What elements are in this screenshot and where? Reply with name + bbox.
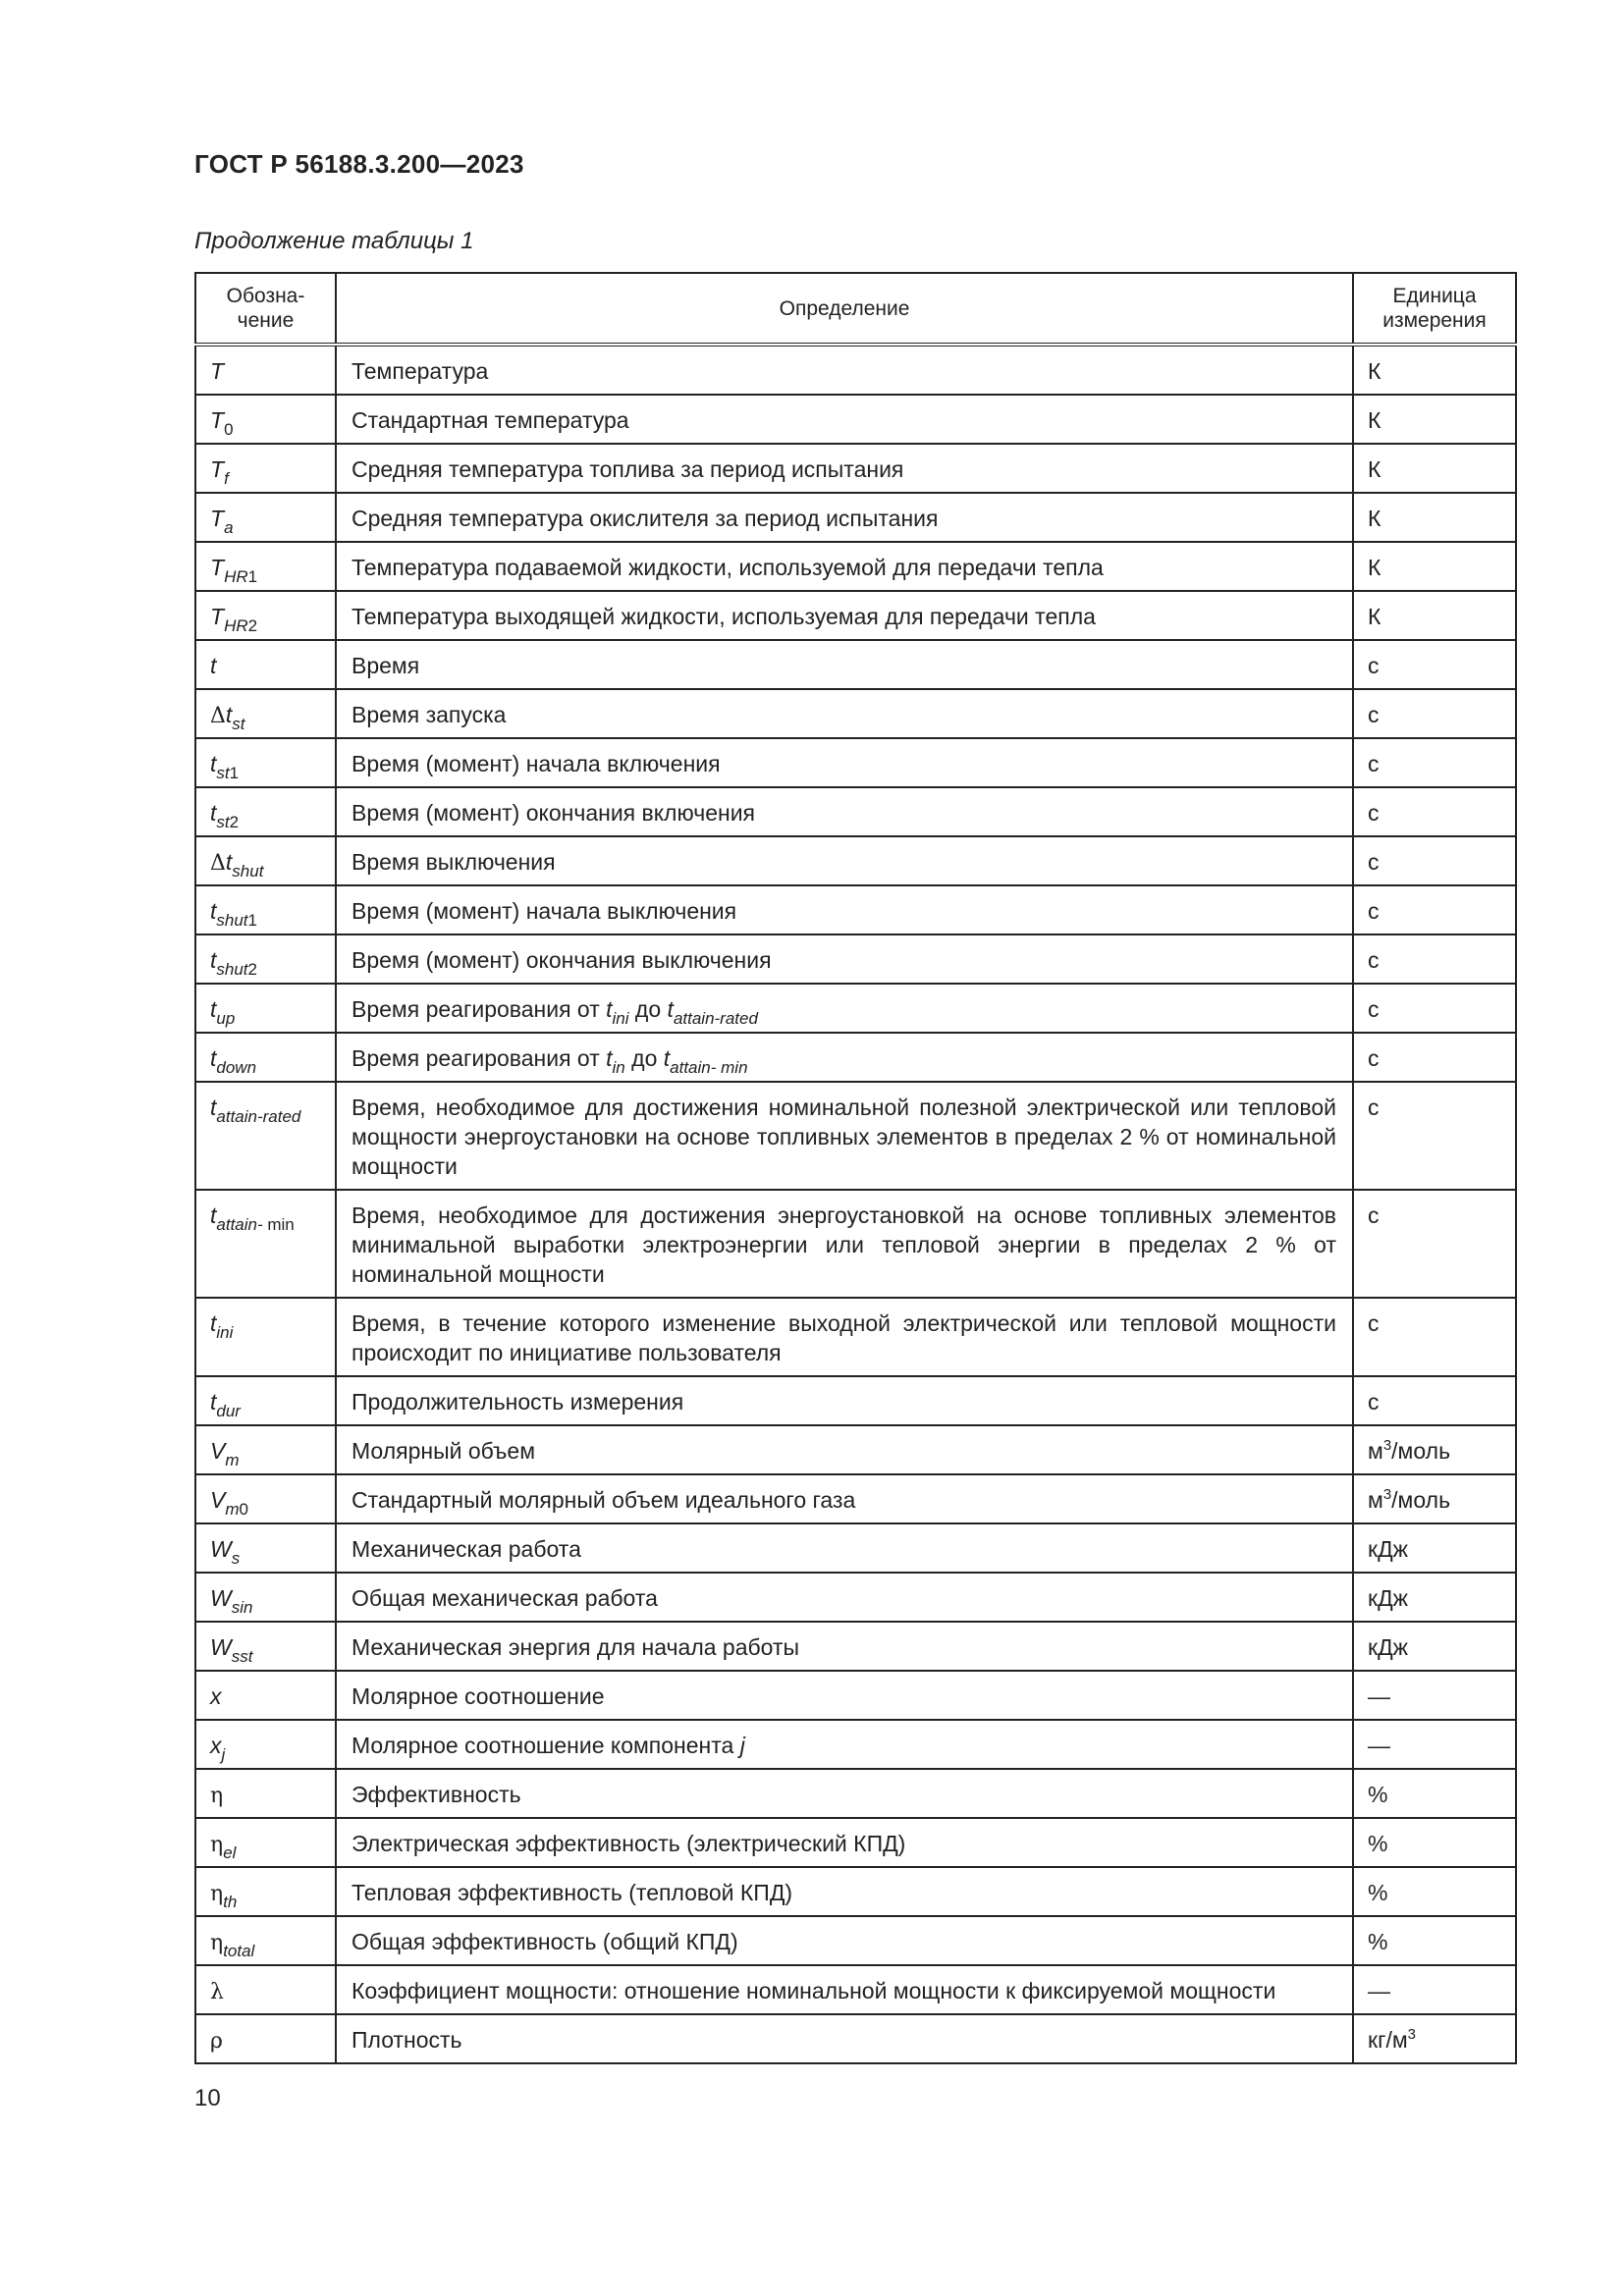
symbol-subscript: shut xyxy=(232,862,264,881)
unit-text: % xyxy=(1368,1782,1388,1807)
symbol-cell xyxy=(195,836,336,885)
symbol-cell xyxy=(195,1298,336,1376)
unit-cell xyxy=(1353,689,1516,738)
symbol-subscript-index: 0 xyxy=(239,1500,248,1519)
symbol-base: t xyxy=(210,996,217,1022)
definition-cell xyxy=(336,1818,1353,1867)
table-header-row xyxy=(195,273,1516,345)
table-row xyxy=(195,1573,1516,1622)
symbol-base: t xyxy=(210,1045,217,1071)
symbol-subscript: a xyxy=(224,518,234,537)
unit-cell xyxy=(1353,591,1516,640)
table-row xyxy=(195,1622,1516,1671)
symbol-base: V xyxy=(210,1438,226,1464)
symbol-subscript: sin xyxy=(231,1598,253,1617)
symbol-subscript-index: 1 xyxy=(247,911,257,930)
table-row xyxy=(195,1425,1516,1474)
definition-cell xyxy=(336,1376,1353,1425)
table-row xyxy=(195,542,1516,591)
symbol-cell xyxy=(195,689,336,738)
definition-text: Время (момент) начала выключения xyxy=(352,898,737,924)
symbol-cell xyxy=(195,1425,336,1474)
definition-text: до xyxy=(628,996,668,1022)
unit-superscript: 3 xyxy=(1382,1437,1392,1454)
table-row xyxy=(195,640,1516,689)
unit-text: с xyxy=(1368,849,1380,875)
unit-cell xyxy=(1353,738,1516,787)
definition-text: Молярное соотношение компонента xyxy=(352,1733,740,1758)
table-row xyxy=(195,444,1516,493)
table-row xyxy=(195,1033,1516,1082)
symbol-base: η xyxy=(210,1931,224,1955)
definition-text: Механическая работа xyxy=(352,1536,581,1562)
table-row xyxy=(195,984,1516,1033)
definition-text: Электрическая эффективность (электрический КПД) xyxy=(352,1831,906,1856)
definition-cell xyxy=(336,1720,1353,1769)
definition-cell xyxy=(336,345,1353,395)
unit-cell xyxy=(1353,1425,1516,1474)
table-row xyxy=(195,1376,1516,1425)
unit-cell xyxy=(1353,1622,1516,1671)
definition-cell xyxy=(336,1622,1353,1671)
unit-text: кг/м xyxy=(1368,2027,1408,2053)
definition-text: attain-rated xyxy=(673,1009,758,1028)
symbol-subscript: j xyxy=(221,1745,226,1764)
symbol-subscript: attain- xyxy=(216,1215,263,1234)
definition-cell xyxy=(336,591,1353,640)
definition-text: Общая механическая работа xyxy=(352,1585,658,1611)
symbol-cell xyxy=(195,2014,336,2063)
symbol-base: x xyxy=(210,1733,222,1758)
symbol-base: T xyxy=(210,456,225,482)
symbol-cell xyxy=(195,1033,336,1082)
symbol-subscript-index: 2 xyxy=(247,960,257,979)
unit-cell xyxy=(1353,1720,1516,1769)
column-header-unit: Единица измерения xyxy=(1353,273,1516,345)
table-row xyxy=(195,1671,1516,1720)
definition-cell xyxy=(336,984,1353,1033)
definition-text: Молярный объем xyxy=(352,1438,536,1464)
unit-text: с xyxy=(1368,702,1380,727)
symbol-base: W xyxy=(210,1536,232,1562)
definition-cell xyxy=(336,395,1353,444)
unit-cell xyxy=(1353,1033,1516,1082)
unit-text: с xyxy=(1368,996,1380,1022)
definition-text: Температура xyxy=(352,358,489,384)
unit-cell xyxy=(1353,934,1516,984)
definition-text: Температура подаваемой жидкости, используемой для передачи тепла xyxy=(352,555,1104,580)
definition-text: t xyxy=(667,996,674,1022)
definition-cell xyxy=(336,1298,1353,1376)
table-row xyxy=(195,345,1516,395)
symbols-table xyxy=(194,272,1517,2064)
definition-text: Средняя температура окислителя за период испытания xyxy=(352,506,939,531)
symbol-subscript-index: 1 xyxy=(229,764,240,782)
symbol-cell xyxy=(195,444,336,493)
table-row xyxy=(195,689,1516,738)
symbol-base: T xyxy=(210,604,225,629)
table-row xyxy=(195,1298,1516,1376)
definition-text: t xyxy=(606,996,613,1022)
symbol-base: T xyxy=(210,407,225,433)
document-title: ГОСТ Р 56188.3.200—2023 xyxy=(194,149,524,179)
unit-text: кДж xyxy=(1368,1585,1409,1611)
unit-text: с xyxy=(1368,947,1380,973)
definition-cell xyxy=(336,542,1353,591)
table-row xyxy=(195,934,1516,984)
definition-text: in xyxy=(612,1058,625,1077)
symbol-base: t xyxy=(210,947,217,973)
symbol-base: t xyxy=(210,898,217,924)
definition-cell xyxy=(336,1190,1353,1298)
definition-text: Тепловая эффективность (тепловой КПД) xyxy=(352,1880,793,1905)
unit-cell xyxy=(1353,984,1516,1033)
table-caption: Продолжение таблицы 1 xyxy=(194,228,474,254)
symbol-subscript-index: 2 xyxy=(247,616,258,635)
table-row xyxy=(195,493,1516,542)
unit-text: К xyxy=(1368,456,1381,482)
definition-cell xyxy=(336,2014,1353,2063)
definition-text: attain- min xyxy=(670,1058,748,1077)
unit-text: К xyxy=(1368,555,1381,580)
definition-text: Температура выходящей жидкости, используемая для передачи тепла xyxy=(352,604,1096,629)
unit-cell xyxy=(1353,1867,1516,1916)
table-row xyxy=(195,395,1516,444)
symbol-base: t xyxy=(225,849,233,875)
symbol-base: V xyxy=(210,1487,226,1513)
unit-text: м xyxy=(1368,1487,1383,1513)
definition-text: Коэффициент мощности: отношение номинальной мощности к фиксируемой мощности xyxy=(352,1978,1276,2003)
definition-text: Время запуска xyxy=(352,702,507,727)
symbol-cell xyxy=(195,787,336,836)
definition-text: Эффективность xyxy=(352,1782,521,1807)
definition-text: ini xyxy=(612,1009,629,1028)
unit-cell xyxy=(1353,1573,1516,1622)
definition-text: Время реагирования от xyxy=(352,996,607,1022)
definition-text: Время выключения xyxy=(352,849,556,875)
definition-text: Время, необходимое для достижения номинальной полезной электрической или тепловой мощности энергоустановки на основе топливных элементов в пределах 2 % от номинальной мощности xyxy=(352,1095,1336,1179)
table-row xyxy=(195,1190,1516,1298)
unit-text: % xyxy=(1368,1880,1388,1905)
unit-text: — xyxy=(1368,1683,1390,1709)
symbol-base: W xyxy=(210,1634,232,1660)
definition-cell xyxy=(336,1033,1353,1082)
unit-cell xyxy=(1353,2014,1516,2063)
column-header-definition: Определение xyxy=(336,273,1353,345)
table-row xyxy=(195,1965,1516,2014)
unit-text: с xyxy=(1368,653,1380,678)
symbol-base: t xyxy=(210,1389,217,1415)
symbol-subscript: 0 xyxy=(224,420,234,439)
symbol-base: T xyxy=(210,358,225,384)
unit-cell xyxy=(1353,885,1516,934)
unit-text: с xyxy=(1368,751,1380,776)
unit-cell xyxy=(1353,1474,1516,1523)
definition-cell xyxy=(336,444,1353,493)
definition-text: Время (момент) окончания включения xyxy=(352,800,755,826)
definition-cell xyxy=(336,689,1353,738)
symbol-base: t xyxy=(210,1202,217,1228)
definition-text: Общая эффективность (общий КПД) xyxy=(352,1929,738,1954)
unit-tail: /моль xyxy=(1391,1487,1451,1513)
definition-cell xyxy=(336,1867,1353,1916)
unit-text: м xyxy=(1368,1438,1383,1464)
table-row xyxy=(195,1916,1516,1965)
symbol-cell xyxy=(195,1474,336,1523)
symbol-subscript: st xyxy=(232,715,245,733)
unit-cell xyxy=(1353,1769,1516,1818)
symbol-cell xyxy=(195,1818,336,1867)
symbol-subscript: th xyxy=(223,1893,238,1911)
definition-cell xyxy=(336,1573,1353,1622)
unit-cell xyxy=(1353,1818,1516,1867)
symbol-base: W xyxy=(210,1585,232,1611)
symbol-cell xyxy=(195,1190,336,1298)
definition-text: Плотность xyxy=(352,2027,462,2053)
symbol-cell xyxy=(195,395,336,444)
definition-text: Продолжительность измерения xyxy=(352,1389,684,1415)
definition-cell xyxy=(336,1916,1353,1965)
definition-text: Время, необходимое для достижения энергоустановкой на основе топливных элементов минимальной выработки электроэнергии или тепловой энергии в пределах 2 % от номинальной мощности xyxy=(352,1202,1336,1287)
page-number: 10 xyxy=(194,2085,221,2111)
definition-text: Механическая энергия для начала работы xyxy=(352,1634,800,1660)
definition-cell xyxy=(336,1769,1353,1818)
symbol-subscript: shut xyxy=(216,960,248,979)
symbol-subscript: el xyxy=(223,1843,237,1862)
definition-cell xyxy=(336,787,1353,836)
symbol-cell xyxy=(195,1622,336,1671)
symbol-cell xyxy=(195,542,336,591)
symbol-cell xyxy=(195,1965,336,2014)
definition-text: j xyxy=(739,1733,745,1758)
symbol-cell xyxy=(195,1523,336,1573)
unit-text: с xyxy=(1368,1310,1380,1336)
symbol-base: t xyxy=(210,800,217,826)
symbol-cell xyxy=(195,984,336,1033)
symbol-subscript: m xyxy=(225,1500,240,1519)
symbol-cell xyxy=(195,1573,336,1622)
unit-text: с xyxy=(1368,1389,1380,1415)
unit-cell xyxy=(1353,836,1516,885)
symbol-cell xyxy=(195,591,336,640)
unit-text: с xyxy=(1368,1045,1380,1071)
unit-text: с xyxy=(1368,800,1380,826)
unit-cell xyxy=(1353,345,1516,395)
unit-text: с xyxy=(1368,898,1380,924)
symbol-subscript: shut xyxy=(216,911,248,930)
unit-text: % xyxy=(1368,1831,1388,1856)
column-header-symbol: Обозна- чение xyxy=(195,273,336,345)
symbol-base: η xyxy=(210,1833,224,1857)
definition-text: до xyxy=(624,1045,664,1071)
symbol-base: t xyxy=(210,751,217,776)
symbol-subscript: up xyxy=(216,1009,236,1028)
definition-cell xyxy=(336,1671,1353,1720)
symbol-cell xyxy=(195,345,336,395)
unit-text: с xyxy=(1368,1202,1380,1228)
symbol-subscript: st xyxy=(216,813,230,831)
unit-tail: /моль xyxy=(1391,1438,1451,1464)
table-row xyxy=(195,738,1516,787)
table-row xyxy=(195,1720,1516,1769)
delta-symbol: Δ xyxy=(210,704,226,728)
unit-text: К xyxy=(1368,358,1381,384)
symbol-subscript: s xyxy=(231,1549,241,1568)
unit-text: — xyxy=(1368,1733,1390,1758)
table-row xyxy=(195,2014,1516,2063)
symbol-subscript-index: 2 xyxy=(229,813,240,831)
symbol-cell xyxy=(195,1867,336,1916)
unit-cell xyxy=(1353,542,1516,591)
unit-cell xyxy=(1353,787,1516,836)
definition-text: Молярное соотношение xyxy=(352,1683,605,1709)
unit-cell xyxy=(1353,1671,1516,1720)
unit-text: К xyxy=(1368,506,1381,531)
unit-superscript: 3 xyxy=(1407,2026,1416,2043)
symbol-cell xyxy=(195,1916,336,1965)
symbol-cell xyxy=(195,1376,336,1425)
definition-text: Время xyxy=(352,653,420,678)
table-row xyxy=(195,1867,1516,1916)
definition-text: Время (момент) окончания выключения xyxy=(352,947,772,973)
symbol-base: x xyxy=(210,1683,222,1709)
unit-cell xyxy=(1353,1298,1516,1376)
symbol-cell xyxy=(195,1082,336,1190)
unit-text: кДж xyxy=(1368,1634,1409,1660)
symbol-base: ρ xyxy=(210,2029,223,2054)
symbol-subscript: total xyxy=(223,1942,255,1960)
unit-text: с xyxy=(1368,1095,1380,1120)
symbol-cell xyxy=(195,885,336,934)
unit-cell xyxy=(1353,1916,1516,1965)
symbol-base: T xyxy=(210,506,225,531)
definition-cell xyxy=(336,885,1353,934)
symbol-subscript: st xyxy=(216,764,230,782)
table-row xyxy=(195,591,1516,640)
unit-cell xyxy=(1353,444,1516,493)
delta-symbol: Δ xyxy=(210,851,226,876)
symbol-subscript: f xyxy=(224,469,229,488)
table-row xyxy=(195,836,1516,885)
table-row xyxy=(195,885,1516,934)
unit-cell xyxy=(1353,1965,1516,2014)
definition-cell xyxy=(336,934,1353,984)
unit-cell xyxy=(1353,1082,1516,1190)
unit-cell xyxy=(1353,640,1516,689)
symbol-cell xyxy=(195,738,336,787)
symbol-cell xyxy=(195,1671,336,1720)
table-row xyxy=(195,1082,1516,1190)
symbol-subscript: HR xyxy=(224,616,248,635)
definition-cell xyxy=(336,738,1353,787)
definition-text: Стандартная температура xyxy=(352,407,629,433)
symbol-subscript: attain-rated xyxy=(216,1107,301,1126)
symbol-cell xyxy=(195,1769,336,1818)
unit-text: К xyxy=(1368,407,1381,433)
table-row xyxy=(195,787,1516,836)
definition-text: Стандартный молярный объем идеального газа xyxy=(352,1487,856,1513)
unit-superscript: 3 xyxy=(1382,1486,1392,1503)
definition-cell xyxy=(336,493,1353,542)
table-row xyxy=(195,1523,1516,1573)
unit-text: кДж xyxy=(1368,1536,1409,1562)
table-row xyxy=(195,1474,1516,1523)
definition-cell xyxy=(336,1474,1353,1523)
definition-text: Время, в течение которого изменение выходной электрической или тепловой мощности происходит по инициативе пользователя xyxy=(352,1310,1336,1365)
symbol-subscript: dur xyxy=(216,1402,241,1420)
symbol-subscript-index: min xyxy=(262,1215,295,1234)
symbol-cell xyxy=(195,934,336,984)
symbol-base: t xyxy=(210,653,217,678)
definition-text: t xyxy=(606,1045,613,1071)
definition-cell xyxy=(336,640,1353,689)
definition-text: Время реагирования от xyxy=(352,1045,607,1071)
table-row xyxy=(195,1769,1516,1818)
symbol-base: t xyxy=(210,1095,217,1120)
unit-cell xyxy=(1353,1190,1516,1298)
unit-text: % xyxy=(1368,1929,1388,1954)
symbol-subscript: HR xyxy=(224,567,248,586)
symbol-subscript-index: 1 xyxy=(247,567,258,586)
symbol-cell xyxy=(195,640,336,689)
unit-cell xyxy=(1353,493,1516,542)
unit-text: К xyxy=(1368,604,1381,629)
unit-cell xyxy=(1353,395,1516,444)
symbol-base: η xyxy=(210,1784,224,1808)
symbol-base: t xyxy=(210,1310,217,1336)
definition-text: Средняя температура топлива за период испытания xyxy=(352,456,904,482)
symbol-subscript: ini xyxy=(216,1323,234,1342)
symbol-base: η xyxy=(210,1882,224,1906)
symbol-subscript: down xyxy=(216,1058,257,1077)
symbol-base: t xyxy=(225,702,233,727)
definition-cell xyxy=(336,836,1353,885)
symbol-cell xyxy=(195,493,336,542)
symbol-base: T xyxy=(210,555,225,580)
definition-cell xyxy=(336,1523,1353,1573)
definition-cell xyxy=(336,1425,1353,1474)
unit-cell xyxy=(1353,1376,1516,1425)
symbol-subscript: sst xyxy=(231,1647,253,1666)
symbol-subscript: m xyxy=(225,1451,240,1469)
unit-cell xyxy=(1353,1523,1516,1573)
definition-text: t xyxy=(663,1045,671,1071)
definition-cell xyxy=(336,1082,1353,1190)
unit-text: — xyxy=(1368,1978,1390,2003)
definition-text: Время (момент) начала включения xyxy=(352,751,721,776)
table-row xyxy=(195,1818,1516,1867)
definition-cell xyxy=(336,1965,1353,2014)
symbol-base: λ xyxy=(210,1980,224,2004)
symbol-cell xyxy=(195,1720,336,1769)
